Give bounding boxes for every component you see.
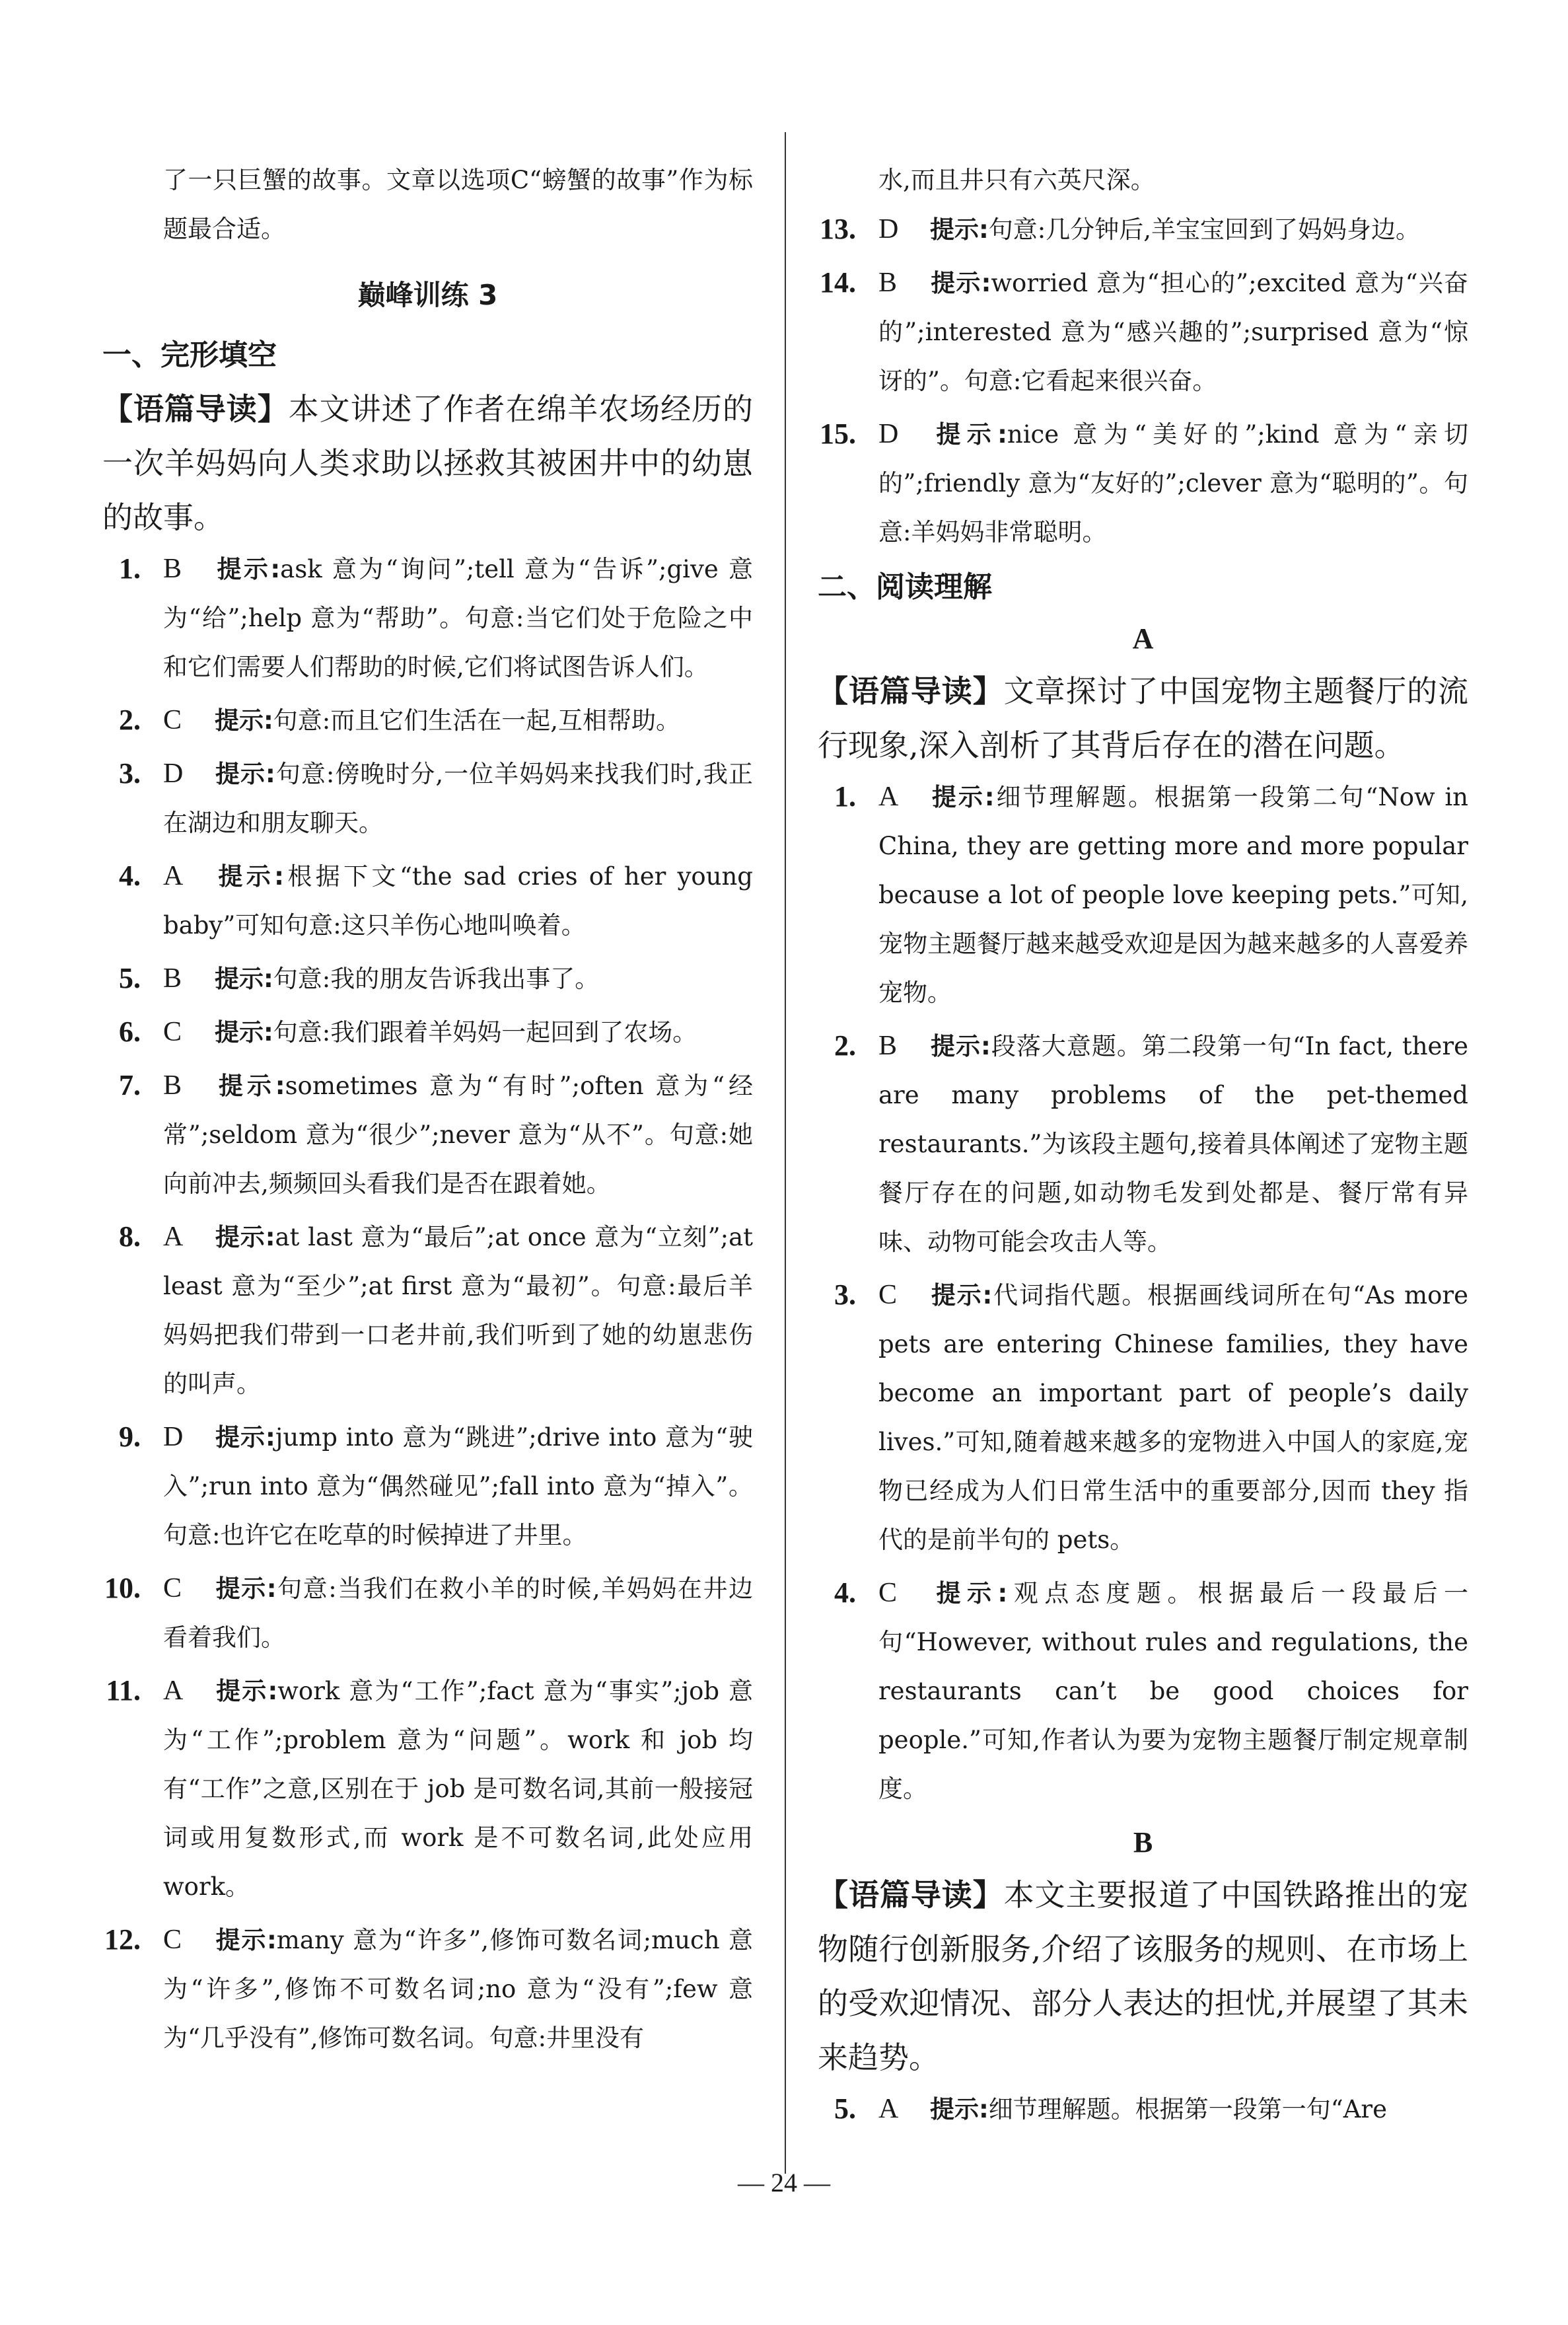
hint-text: 观点态度题。根据最后一段最后一句“However, without rules and regulations, the restaurants can’t be good choices for people.”可知,作者认为要为宠物主题餐厅制定规章制度。 bbox=[878, 1579, 1469, 1803]
question-number: 4. bbox=[119, 860, 141, 892]
passage-letter-a: A bbox=[1132, 622, 1154, 655]
answer-letter: D bbox=[878, 419, 899, 449]
hint-label: 提示: bbox=[930, 2095, 989, 2123]
answer-letter: A bbox=[163, 1222, 184, 1252]
section-heading-reading: 二、阅读理解 bbox=[818, 570, 992, 604]
column-divider bbox=[785, 132, 786, 2174]
answer-letter: C bbox=[163, 1925, 182, 1955]
answer-letter: C bbox=[163, 1573, 182, 1604]
answer-item bbox=[818, 772, 1468, 1017]
hint-text: 段落大意题。第二段第一句“In fact, there are many problems of the pet-themed restaurants.”为该段主题句,接着具体阐述了宠物主题餐厅存在的问题,如动物毛发到处都是、餐厅常有异味、动物可能会攻击人等。 bbox=[878, 1032, 1469, 1256]
answer-item bbox=[102, 1061, 753, 1208]
hint-text: at last 意为“最后”;at once 意为“立刻”;at least 意为“至少”;at first 意为“最初”。句意:最后羊妈妈把我们带到一口老井前,我们听到了她的幼崽悲伤的叫声。 bbox=[163, 1223, 753, 1398]
carry-over-text: 水,而且井只有六英尺深。 bbox=[878, 166, 1155, 194]
guide-text: 文章探讨了中国宠物主题餐厅的流行现象,深入剖析了其背后存在的潜在问题。 bbox=[818, 673, 1469, 763]
question-number: 11. bbox=[106, 1674, 141, 1707]
question-number: 14. bbox=[820, 266, 856, 299]
page-number: — 24 — bbox=[738, 2168, 830, 2197]
answer-item bbox=[818, 1568, 1468, 1814]
question-number: 1. bbox=[834, 780, 856, 813]
hint-label: 提示: bbox=[215, 1072, 285, 1100]
hint-label: 提示: bbox=[215, 1926, 277, 1954]
hint-label: 提示: bbox=[215, 706, 273, 735]
hint-text: ask 意为“询问”;tell 意为“告诉”;give 意为“给”;help 意为“帮助”。句意:当它们处于危险之中和它们需要人们帮助的时候,它们将试图告诉人们。 bbox=[163, 555, 753, 681]
question-number: 4. bbox=[834, 1576, 856, 1609]
hint-text: worried 意为“担心的”;excited 意为“兴奋的”;interested 意为“感兴趣的”;surprised 意为“惊讶的”。句意:它看起来很兴奋。 bbox=[878, 269, 1468, 395]
answer-letter: B bbox=[878, 268, 898, 298]
guide-text: 本文讲述了作者在绵羊农场经历的一次羊妈妈向人类求助以拯救其被困井中的幼崽的故事。 bbox=[102, 391, 754, 535]
answer-letter: C bbox=[163, 705, 182, 735]
hint-text: work 意为“工作”;fact 意为“事实”;job 意为“工作”;problem 意为“问题”。work 和 job 均有“工作”之意,区别在于 job 是可数名词,其前一般接冠词或用复数形式,而 work 是不可数名词,此处应用 work。 bbox=[163, 1677, 753, 1901]
question-number: 2. bbox=[119, 704, 141, 736]
guide-label: 【语篇导读】 bbox=[818, 673, 1004, 709]
answer-letter: C bbox=[878, 1578, 898, 1608]
answer-item bbox=[102, 544, 753, 692]
question-number: 5. bbox=[834, 2092, 856, 2125]
carry-over-text: 了一只巨蟹的故事。文章以选项C“螃蟹的故事”作为标题最合适。 bbox=[163, 166, 753, 243]
hint-text: 细节理解题。根据第一段第一句“Are bbox=[988, 2095, 1388, 2123]
question-number: 13. bbox=[820, 213, 856, 245]
left-column bbox=[102, 156, 753, 2067]
answer-list bbox=[818, 772, 1468, 1814]
answer-item bbox=[818, 258, 1468, 406]
question-number: 2. bbox=[834, 1029, 856, 1062]
hint-text: jump into 意为“跳进”;drive into 意为“驶入”;run into 意为“偶然碰见”;fall into 意为“掉入”。句意:也许它在吃草的时候掉进了井里。 bbox=[163, 1423, 754, 1549]
hint-label: 提示: bbox=[215, 1018, 273, 1047]
question-number: 9. bbox=[119, 1421, 141, 1453]
answer-letter: B bbox=[163, 554, 182, 584]
answer-letter: D bbox=[878, 214, 899, 244]
answer-letter: D bbox=[163, 1422, 184, 1452]
hint-text: 细节理解题。根据第一段第二句“Now in China, they are getting more and more popular because a lot of people love keeping pets.”可知,宠物主题餐厅越来越受欢迎是因为越来越多的人喜爱养宠物。 bbox=[878, 783, 1469, 1007]
hint-text: 句意:傍晚时分,一位羊妈妈来找我们时,我正在湖边和朋友聊天。 bbox=[163, 760, 753, 837]
question-number: 1. bbox=[119, 552, 141, 585]
question-number: 8. bbox=[119, 1220, 141, 1253]
hint-label: 提示: bbox=[930, 1032, 991, 1060]
right-column bbox=[818, 156, 1468, 2138]
reading-guide bbox=[818, 1868, 1468, 2085]
question-number: 10. bbox=[104, 1572, 141, 1604]
question-number: 6. bbox=[119, 1015, 141, 1048]
answer-item bbox=[102, 1008, 753, 1057]
hint-label: 提示: bbox=[215, 1223, 275, 1251]
answer-item bbox=[102, 852, 753, 950]
section-title: 巅峰训练 3 bbox=[357, 279, 498, 311]
question-number: 3. bbox=[119, 757, 141, 790]
hint-label: 提示: bbox=[215, 1574, 277, 1603]
hint-text: 代词指代题。根据画线词所在句“As more pets are entering Chinese families, they have become an important part of people’s daily lives.”可知,随着越来越多的宠物进入中国人的家庭,宠物已经成为人们日常生活中的重要部分,因而 they 指代的是前半句的 pets。 bbox=[878, 1281, 1468, 1554]
answer-letter: B bbox=[878, 1031, 898, 1061]
hint-label: 提示: bbox=[215, 862, 284, 891]
answer-item bbox=[818, 2085, 1468, 2134]
question-number: 3. bbox=[834, 1278, 856, 1311]
hint-text: 句意:几分钟后,羊宝宝回到了妈妈身边。 bbox=[988, 215, 1421, 244]
question-number: 15. bbox=[820, 418, 856, 450]
hint-text: 根据下文“the sad cries of her young baby”可知句意:这只羊伤心地叫唤着。 bbox=[163, 862, 753, 940]
question-number: 5. bbox=[119, 962, 141, 994]
answer-item bbox=[102, 1212, 753, 1409]
hint-label: 提示: bbox=[215, 1423, 275, 1452]
answer-letter: A bbox=[163, 861, 184, 891]
answer-letter: C bbox=[878, 1280, 898, 1310]
answer-item bbox=[102, 1564, 753, 1662]
answer-item bbox=[818, 1021, 1468, 1267]
answer-list bbox=[102, 544, 753, 2063]
answer-item bbox=[102, 696, 753, 745]
answer-letter: A bbox=[163, 1676, 184, 1706]
answer-item bbox=[102, 954, 753, 1004]
answer-letter: C bbox=[163, 1017, 182, 1047]
question-number: 7. bbox=[119, 1069, 141, 1101]
reading-guide bbox=[102, 382, 753, 544]
answer-item bbox=[818, 410, 1468, 557]
answer-item bbox=[102, 1413, 753, 1560]
answer-list bbox=[818, 205, 1468, 557]
hint-text: 句意:我们跟着羊妈妈一起回到了农场。 bbox=[273, 1018, 697, 1047]
answer-letter: A bbox=[878, 2094, 899, 2124]
hint-label: 提示: bbox=[215, 555, 281, 583]
hint-label: 提示: bbox=[930, 1579, 1008, 1607]
hint-label: 提示: bbox=[930, 420, 1007, 449]
answer-item bbox=[102, 749, 753, 848]
answer-letter: A bbox=[878, 782, 899, 812]
hint-text: nice 意为“美好的”;kind 意为“亲切的”;friendly 意为“友好的”;clever 意为“聪明的”。句意:羊妈妈非常聪明。 bbox=[878, 420, 1469, 546]
hint-text: many 意为“许多”,修饰可数名词;much 意为“许多”,修饰不可数名词;no 意为“没有”;few 意为“几乎没有”,修饰可数名词。句意:井里没有 bbox=[163, 1926, 753, 2052]
hint-text: sometimes 意为“有时”;often 意为“经常”;seldom 意为“很少”;never 意为“从不”。句意:她向前冲去,频频回头看我们是否在跟着她。 bbox=[163, 1072, 753, 1198]
guide-label: 【语篇导读】 bbox=[818, 1877, 1004, 1913]
answer-letter: D bbox=[163, 758, 184, 789]
hint-label: 提示: bbox=[930, 269, 991, 297]
hint-label: 提示: bbox=[215, 760, 275, 788]
answer-item bbox=[818, 1271, 1468, 1565]
hint-text: 句意:我的朋友告诉我出事了。 bbox=[273, 965, 600, 993]
answer-list bbox=[818, 2085, 1468, 2134]
guide-label: 【语篇导读】 bbox=[102, 391, 289, 427]
hint-label: 提示: bbox=[215, 1677, 278, 1705]
question-number: 12. bbox=[104, 1923, 141, 1956]
passage-letter-b: B bbox=[1133, 1826, 1153, 1859]
reading-guide bbox=[818, 664, 1468, 772]
hint-label: 提示: bbox=[930, 783, 995, 811]
answer-item bbox=[102, 1666, 753, 1911]
section-heading-cloze: 一、完形填空 bbox=[102, 338, 277, 372]
hint-label: 提示: bbox=[930, 215, 989, 244]
hint-text: 句意:而且它们生活在一起,互相帮助。 bbox=[273, 706, 681, 735]
answer-item bbox=[818, 205, 1468, 254]
answer-letter: B bbox=[163, 1070, 182, 1101]
hint-text: 句意:当我们在救小羊的时候,羊妈妈在井边看着我们。 bbox=[163, 1574, 754, 1652]
answer-letter: B bbox=[163, 963, 182, 994]
guide-text: 本文主要报道了中国铁路推出的宠物随行创新服务,介绍了该服务的规则、在市场上的受欢迎情况、部分人表达的担忧,并展望了其未来趋势。 bbox=[818, 1877, 1469, 2075]
hint-label: 提示: bbox=[215, 965, 273, 993]
answer-item bbox=[102, 1915, 753, 2063]
hint-label: 提示: bbox=[930, 1281, 993, 1310]
